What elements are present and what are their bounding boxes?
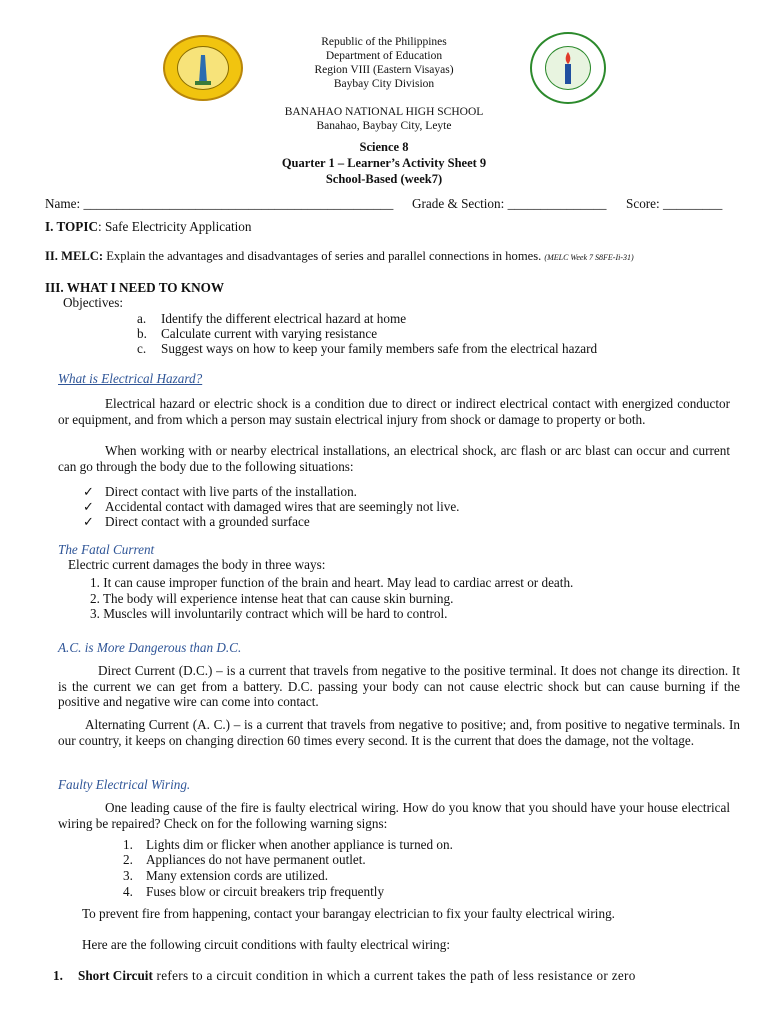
faulty-paragraph-1: One leading cause of the fire is faulty electrical wiring. How do you know that you should have your house electrical wiring be repaired? Check on for the following warning signs:: [58, 800, 730, 831]
hazard-check-2: ✓ Accidental contact with damaged wires that are seemingly not live.: [83, 499, 460, 514]
short-circuit-label: Short Circuit: [78, 968, 153, 983]
hazard-paragraph-2: When working with or nearby electrical installations, an electrical shock, arc flash or arc blast can occur and current can go through the body due to the following situations:: [58, 443, 730, 474]
topic-label: I. TOPIC: [45, 219, 99, 234]
header-line-3: Region VIII (Eastern Visayas): [314, 64, 454, 76]
short-circuit-number: 1.: [53, 968, 63, 983]
dc-paragraph: Direct Current (D.C.) – is a current that travels from negative to the positive terminal. It does not change its direction. It is the current we can get from a battery. D.C. passing your body can not cause electric shock but can cause burning if the positive and negative wire can come into contact.: [58, 663, 740, 709]
warning-sign-3: 3. Many extension cords are utilized.: [123, 868, 329, 883]
short-circuit-text: refers to a circuit condition in which a current takes the path of less resistance or zero: [152, 968, 636, 983]
sheet-title: Quarter 1 – Learner’s Activity Sheet 9: [281, 156, 487, 170]
name-field-label: Name: _______________________________________________: [45, 196, 394, 211]
melc-label: II. MELC:: [45, 249, 104, 263]
warning-sign-2: 2. Appliances do not have permanent outlet.: [123, 852, 366, 867]
check-icon: ✓: [83, 484, 95, 499]
check-icon: ✓: [83, 499, 95, 514]
fatal-item-2: 2. The body will experience intense heat that can cause skin burning.: [90, 591, 454, 606]
ac-paragraph: Alternating Current (A. C.) – is a current that travels from negative to positive; and, from positive to negative terminals. In our country, it keeps on changing direction 60 times every second. It is the current that does the damage, not the voltage.: [58, 717, 740, 748]
header-line-2: Department of Education: [325, 50, 443, 62]
objective-b: b. Calculate current with varying resistance: [137, 326, 378, 341]
topic-text: : Safe Electricity Application: [98, 219, 252, 234]
school-address: Banahao, Baybay City, Leyte: [316, 120, 452, 132]
hazard-check-1: ✓ Direct contact with live parts of the installation.: [83, 484, 357, 499]
grade-section-field-label: Grade & Section: _______________: [412, 196, 607, 211]
melc-code: (MELC Week 7 S8FE-Ii-31): [544, 253, 634, 262]
fatal-intro: Electric current damages the body in three ways:: [68, 557, 326, 572]
objective-c: c. Suggest ways on how to keep your family members safe from the electrical hazard: [137, 341, 598, 356]
acdc-title: A.C. is More Dangerous than D.C.: [58, 640, 242, 655]
melc-text: Explain the advantages and disadvantages of series and parallel connections in homes.: [103, 249, 545, 263]
check-icon: ✓: [83, 514, 95, 529]
faulty-paragraph-2: To prevent fire from happening, contact your barangay electrician to fix your faulty electrical wiring.: [82, 906, 615, 921]
topic-line: [45, 219, 251, 234]
faulty-paragraph-3: Here are the following circuit conditions with faulty electrical wiring:: [82, 937, 451, 952]
faulty-title: Faulty Electrical Wiring.: [58, 777, 191, 792]
hazard-title: What is Electrical Hazard?: [58, 371, 203, 386]
subject-title: Science 8: [359, 140, 409, 154]
short-circuit-item: [53, 968, 741, 984]
objectives-label: Objectives:: [63, 295, 124, 310]
hazard-paragraph-1: Electrical hazard or electric shock is a condition due to direct or indirect electrical contact with energized conductor or equipment, and from which a person may sustain electrical injury from shock or damage to property or both.: [58, 396, 730, 427]
objective-a: a. Identify the different electrical hazard at home: [137, 311, 407, 326]
header-line-1: Republic of the Philippines: [321, 36, 447, 48]
fatal-item-3: 3. Muscles will involuntarily contract which will be hard to control.: [90, 606, 448, 621]
school-based-title: School-Based (week7): [325, 172, 443, 186]
warning-sign-1: 1. Lights dim or flicker when another appliance is turned on.: [123, 837, 453, 852]
score-field-label: Score: _________: [626, 196, 723, 211]
know-heading: III. WHAT I NEED TO KNOW: [45, 280, 225, 295]
melc-line: [45, 249, 634, 265]
header-line-4: Baybay City Division: [333, 78, 435, 90]
warning-sign-4: 4. Fuses blow or circuit breakers trip frequently: [123, 884, 385, 899]
hazard-check-3: ✓ Direct contact with a grounded surface: [83, 514, 310, 529]
fatal-title: The Fatal Current: [58, 542, 155, 557]
fatal-item-1: 1. It can cause improper function of the brain and heart. May lead to cardiac arrest or death.: [90, 575, 574, 590]
school-name: BANAHAO NATIONAL HIGH SCHOOL: [284, 106, 484, 118]
